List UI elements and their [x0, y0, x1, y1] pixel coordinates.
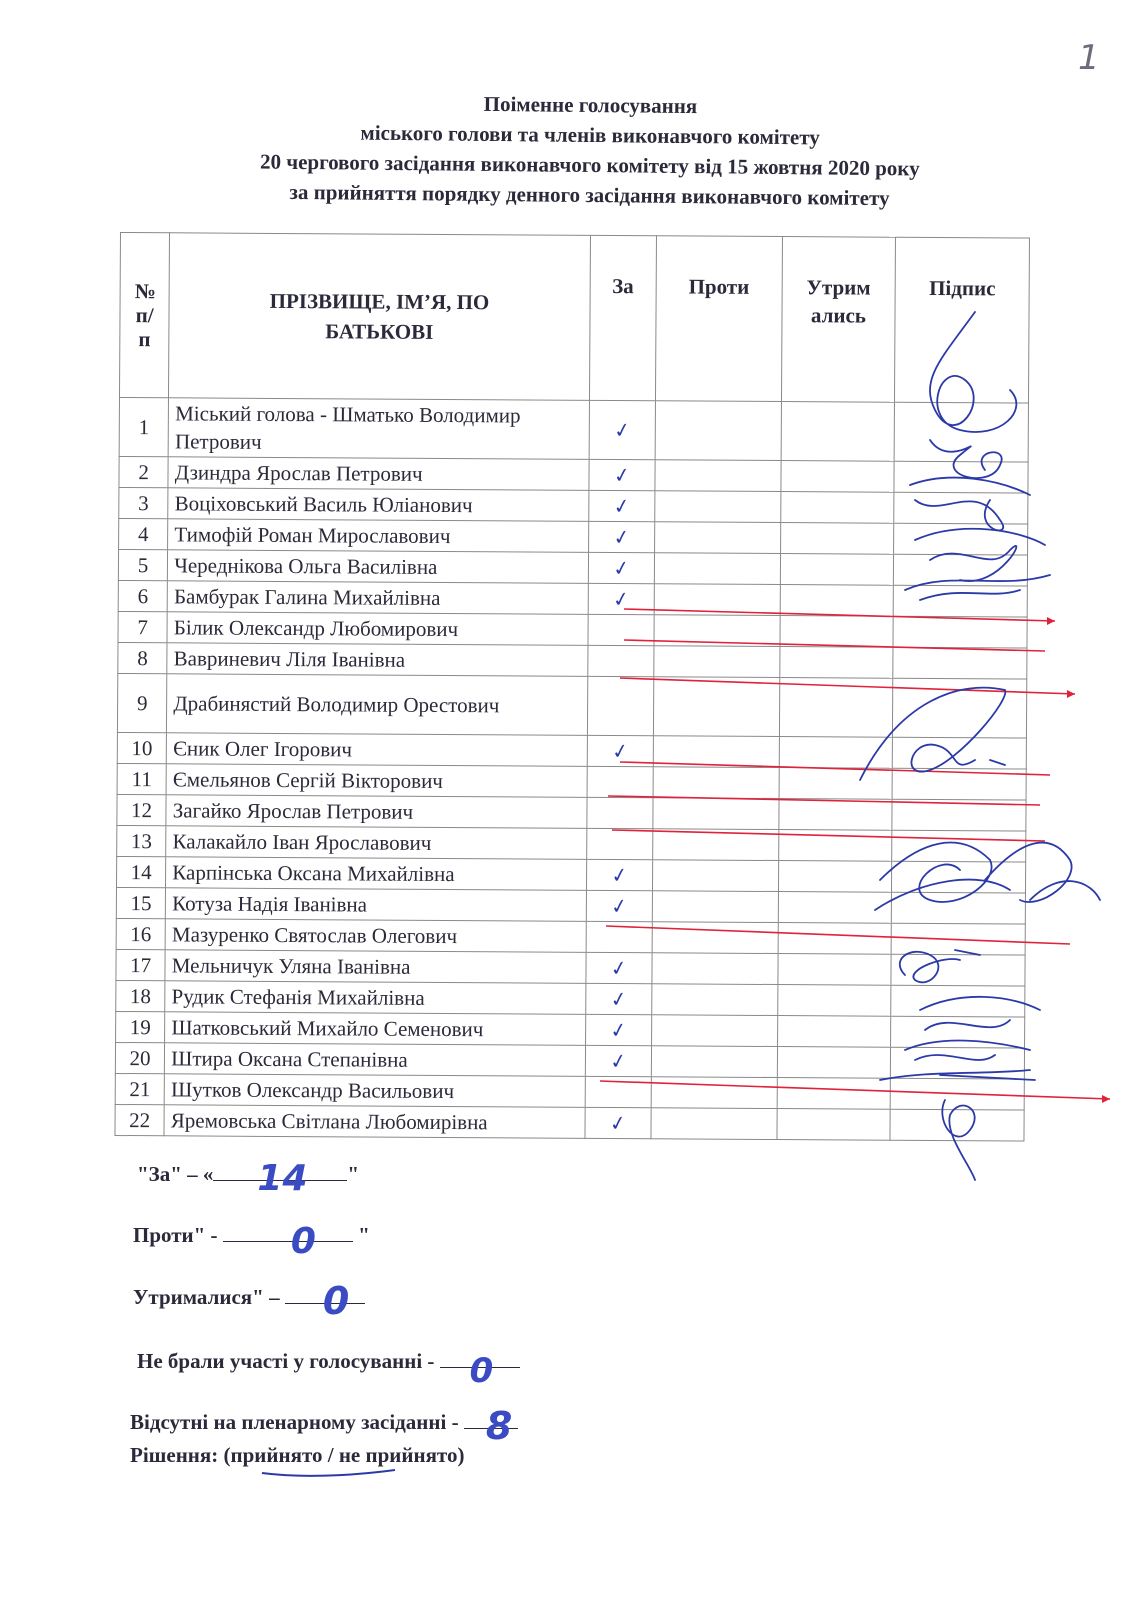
summary-utrym-blank [285, 1279, 365, 1323]
strike-arrow-9 [1067, 690, 1075, 698]
row-name: Тимофій Роман Мирославович [168, 519, 588, 553]
row-proty [652, 860, 778, 892]
strike-arrow-7 [1047, 617, 1055, 625]
row-proty [655, 401, 781, 461]
row-name: Воціховський Василь Юліанович [168, 488, 588, 522]
row-signature [893, 647, 1027, 679]
row-num: 14 [116, 856, 165, 887]
row-za [586, 797, 653, 828]
row-za [587, 676, 654, 735]
row-proty [653, 767, 779, 799]
row-name: Рудик Стефанія Михайлівна [165, 981, 585, 1015]
row-proty [654, 522, 780, 554]
row-za [588, 490, 655, 521]
row-num: 5 [118, 549, 167, 580]
row-utrym [780, 523, 894, 555]
row-za [588, 614, 655, 645]
row-signature [893, 678, 1027, 738]
summary-za-close: " [347, 1162, 360, 1186]
summary-ne-braly-value: 0 [469, 1351, 494, 1391]
row-proty [651, 1015, 777, 1047]
row-utrym [778, 799, 892, 831]
header-name: ПРІЗВИЩЕ, ІМ’Я, ПО БАТЬКОВІ [169, 233, 590, 401]
row-proty [652, 984, 778, 1016]
checkmark-icon: ✓ [607, 1109, 629, 1136]
row-name: Калакайло Іван Ярославович [166, 826, 586, 860]
row-num: 22 [115, 1104, 164, 1135]
row-signature [891, 954, 1025, 986]
row-za [585, 1107, 652, 1138]
row-name: Штира Оксана Степанівна [165, 1043, 585, 1077]
row-proty [651, 1046, 777, 1078]
row-za [588, 459, 655, 490]
summary-utrym-label: Утрималися" – [133, 1285, 280, 1309]
header-utrym: Утрим ались [781, 237, 896, 403]
row-utrym [781, 402, 895, 462]
title-line-1: Поіменне голосування [483, 91, 698, 119]
row-name: Череднікова Ольга Василівна [168, 550, 588, 584]
row-signature [892, 830, 1026, 862]
row-utrym [779, 647, 893, 679]
strike-arrow-21 [1102, 1095, 1110, 1103]
summary-vidsutni-blank [464, 1404, 518, 1448]
row-utrym [780, 585, 894, 617]
row-za [586, 828, 653, 859]
row-signature [892, 892, 1026, 924]
row-za [588, 583, 655, 614]
row-utrym [779, 737, 893, 769]
row-za [586, 890, 653, 921]
row-za [589, 400, 656, 459]
row-signature [892, 799, 1026, 831]
row-num: 13 [117, 825, 166, 856]
row-utrym [778, 861, 892, 893]
checkmark-icon: ✓ [611, 492, 632, 519]
summary-za [137, 1158, 360, 1199]
row-proty [653, 736, 779, 768]
summary-proty-close: " [358, 1223, 370, 1247]
row-num: 18 [116, 980, 165, 1011]
row-name: Карпінська Оксана Михайлівна [166, 857, 586, 891]
checkmark-icon: ✓ [608, 892, 630, 919]
row-name: Єник Олег Ігорович [167, 733, 587, 767]
row-signature [891, 1016, 1025, 1048]
row-name: Шутков Олександр Васильович [164, 1074, 584, 1108]
row-num: 8 [118, 642, 167, 673]
row-num: 10 [117, 732, 166, 763]
row-proty [652, 891, 778, 923]
header-za: За [589, 235, 656, 400]
row-signature [891, 985, 1025, 1017]
row-num: 11 [117, 763, 166, 794]
row-num: 7 [118, 611, 167, 642]
row-signature [890, 1109, 1024, 1141]
row-za [585, 1045, 652, 1076]
row-utrym [777, 985, 891, 1017]
row-signature [892, 768, 1026, 800]
row-utrym [780, 554, 894, 586]
row-utrym [780, 492, 894, 524]
checkmark-icon: ✓ [608, 985, 629, 1012]
summary-ne-braly [137, 1349, 520, 1391]
table-body [115, 397, 1028, 1141]
row-proty [653, 829, 779, 861]
summary-ne-braly-blank [440, 1351, 520, 1391]
row-signature [893, 585, 1027, 617]
row-name: Яремовська Світлана Любомирівна [164, 1105, 584, 1139]
row-name: Ємельянов Сергій Вікторович [166, 764, 586, 798]
row-name: Дзиндра Ярослав Петрович [168, 457, 588, 491]
row-signature [891, 923, 1025, 955]
row-num: 19 [116, 1011, 165, 1042]
row-za [587, 645, 654, 676]
row-signature [894, 492, 1028, 524]
checkmark-icon: ✓ [608, 1016, 629, 1043]
row-signature [892, 737, 1026, 769]
row-utrym [777, 1109, 891, 1141]
row-utrym [778, 892, 892, 924]
row-name: Вавриневич Ліля Іванівна [167, 643, 587, 677]
row-num: 4 [119, 518, 168, 549]
row-signature [890, 1078, 1024, 1110]
summary-proty-blank [223, 1221, 353, 1262]
checkmark-icon: ✓ [607, 1047, 629, 1074]
row-proty [652, 922, 778, 954]
summary-za-blank [213, 1158, 347, 1199]
row-proty [651, 1077, 777, 1109]
row-num: 6 [118, 580, 167, 611]
row-proty [654, 553, 780, 585]
row-utrym [777, 1047, 891, 1079]
row-utrym [777, 1078, 891, 1110]
row-num: 9 [117, 673, 167, 732]
checkmark-icon: ✓ [611, 416, 633, 443]
row-za [587, 735, 654, 766]
summary-proty-label: Проти" - [133, 1223, 218, 1247]
row-utrym [779, 678, 893, 738]
row-signature [893, 616, 1027, 648]
checkmark-icon: ✓ [610, 554, 632, 581]
row-num: 20 [115, 1042, 164, 1073]
table-row [119, 397, 1028, 462]
checkmark-icon: ✓ [611, 461, 633, 488]
row-name: Мазуренко Святослав Олегович [165, 919, 585, 953]
row-name: Міський голова - Шматько Володимир Петрович [168, 398, 589, 460]
row-utrym [781, 461, 895, 493]
row-utrym [778, 830, 892, 862]
row-proty [654, 646, 780, 678]
row-za [585, 1014, 652, 1045]
row-za [586, 921, 653, 952]
document-title [149, 85, 1030, 214]
summary-vidsutni [130, 1404, 518, 1448]
row-proty [653, 798, 779, 830]
summary-za-label: "За" – « [137, 1162, 214, 1186]
summary-ne-braly-label: Не брали участі у голосуванні - [137, 1349, 435, 1373]
summary-za-value: 14 [257, 1158, 308, 1199]
row-za [585, 1076, 652, 1107]
row-num: 17 [116, 949, 165, 980]
header-proty: Проти [655, 236, 782, 402]
row-num: 2 [119, 456, 168, 487]
checkmark-icon: ✓ [609, 861, 630, 888]
row-signature [894, 402, 1028, 462]
checkmark-icon: ✓ [609, 737, 631, 764]
row-name: Білик Олександр Любомирович [167, 612, 587, 646]
summary-vidsutni-value: 8 [485, 1404, 513, 1448]
row-proty [652, 953, 778, 985]
title-line-2: міського голови та членів виконавчого комітету [360, 120, 820, 150]
row-signature [892, 861, 1026, 893]
checkmark-icon: ✓ [610, 585, 632, 612]
vote-table [114, 232, 1030, 1142]
row-num: 16 [116, 918, 165, 949]
row-num: 21 [115, 1073, 164, 1104]
decision-underline-stroke [262, 1470, 395, 1476]
checkmark-icon: ✓ [608, 954, 630, 981]
checkmark-icon: ✓ [611, 523, 632, 550]
row-num: 15 [116, 887, 165, 918]
row-name: Драбинястий Володимир Орестович [167, 674, 588, 736]
row-utrym [778, 923, 892, 955]
table-row [115, 1104, 1024, 1141]
table-row [117, 673, 1026, 738]
row-name: Шатковський Михайло Семенович [165, 1012, 585, 1046]
row-za [585, 952, 652, 983]
row-name: Котуза Надія Іванівна [166, 888, 586, 922]
row-num: 12 [117, 794, 166, 825]
row-utrym [778, 954, 892, 986]
row-signature [891, 1047, 1025, 1079]
header-num: № п/п [119, 233, 169, 398]
title-line-3: 20 чергового засідання виконавчого комітету від 15 жовтня 2020 року [259, 149, 920, 181]
summary-rishennia [130, 1443, 464, 1468]
row-num: 1 [119, 397, 169, 456]
page-number: 1 [1078, 38, 1100, 78]
row-za [587, 766, 654, 797]
table-header-row [119, 233, 1029, 404]
row-signature [894, 523, 1028, 555]
row-utrym [779, 768, 893, 800]
row-za [585, 983, 652, 1014]
summary-rishennia-label: Рішення: (прийнято / не прийнято) [130, 1443, 465, 1467]
row-utrym [777, 1016, 891, 1048]
row-proty [651, 1108, 777, 1140]
row-proty [655, 460, 781, 492]
row-proty [654, 584, 780, 616]
row-num: 3 [119, 487, 168, 518]
row-signature [894, 461, 1028, 493]
row-za [586, 859, 653, 890]
row-proty [653, 677, 779, 737]
summary-utrym-value: 0 [322, 1279, 350, 1323]
row-proty [654, 615, 780, 647]
row-za [588, 552, 655, 583]
row-proty [655, 491, 781, 523]
header-signature: Підпис [895, 237, 1030, 403]
row-za [588, 521, 655, 552]
summary-proty-value: 0 [290, 1221, 316, 1262]
row-name: Бамбурак Галина Михайлівна [167, 581, 587, 615]
row-name: Загайко Ярослав Петрович [166, 795, 586, 829]
row-signature [894, 554, 1028, 586]
summary-proty [133, 1221, 370, 1262]
row-name: Мельничук Уляна Іванівна [165, 950, 585, 984]
summary-vidsutni-label: Відсутні на пленарному засіданні - [130, 1410, 459, 1434]
summary-utrym [133, 1279, 365, 1323]
title-line-4: за прийняття порядку денного засідання виконавчого комітету [289, 179, 890, 211]
row-utrym [780, 616, 894, 648]
